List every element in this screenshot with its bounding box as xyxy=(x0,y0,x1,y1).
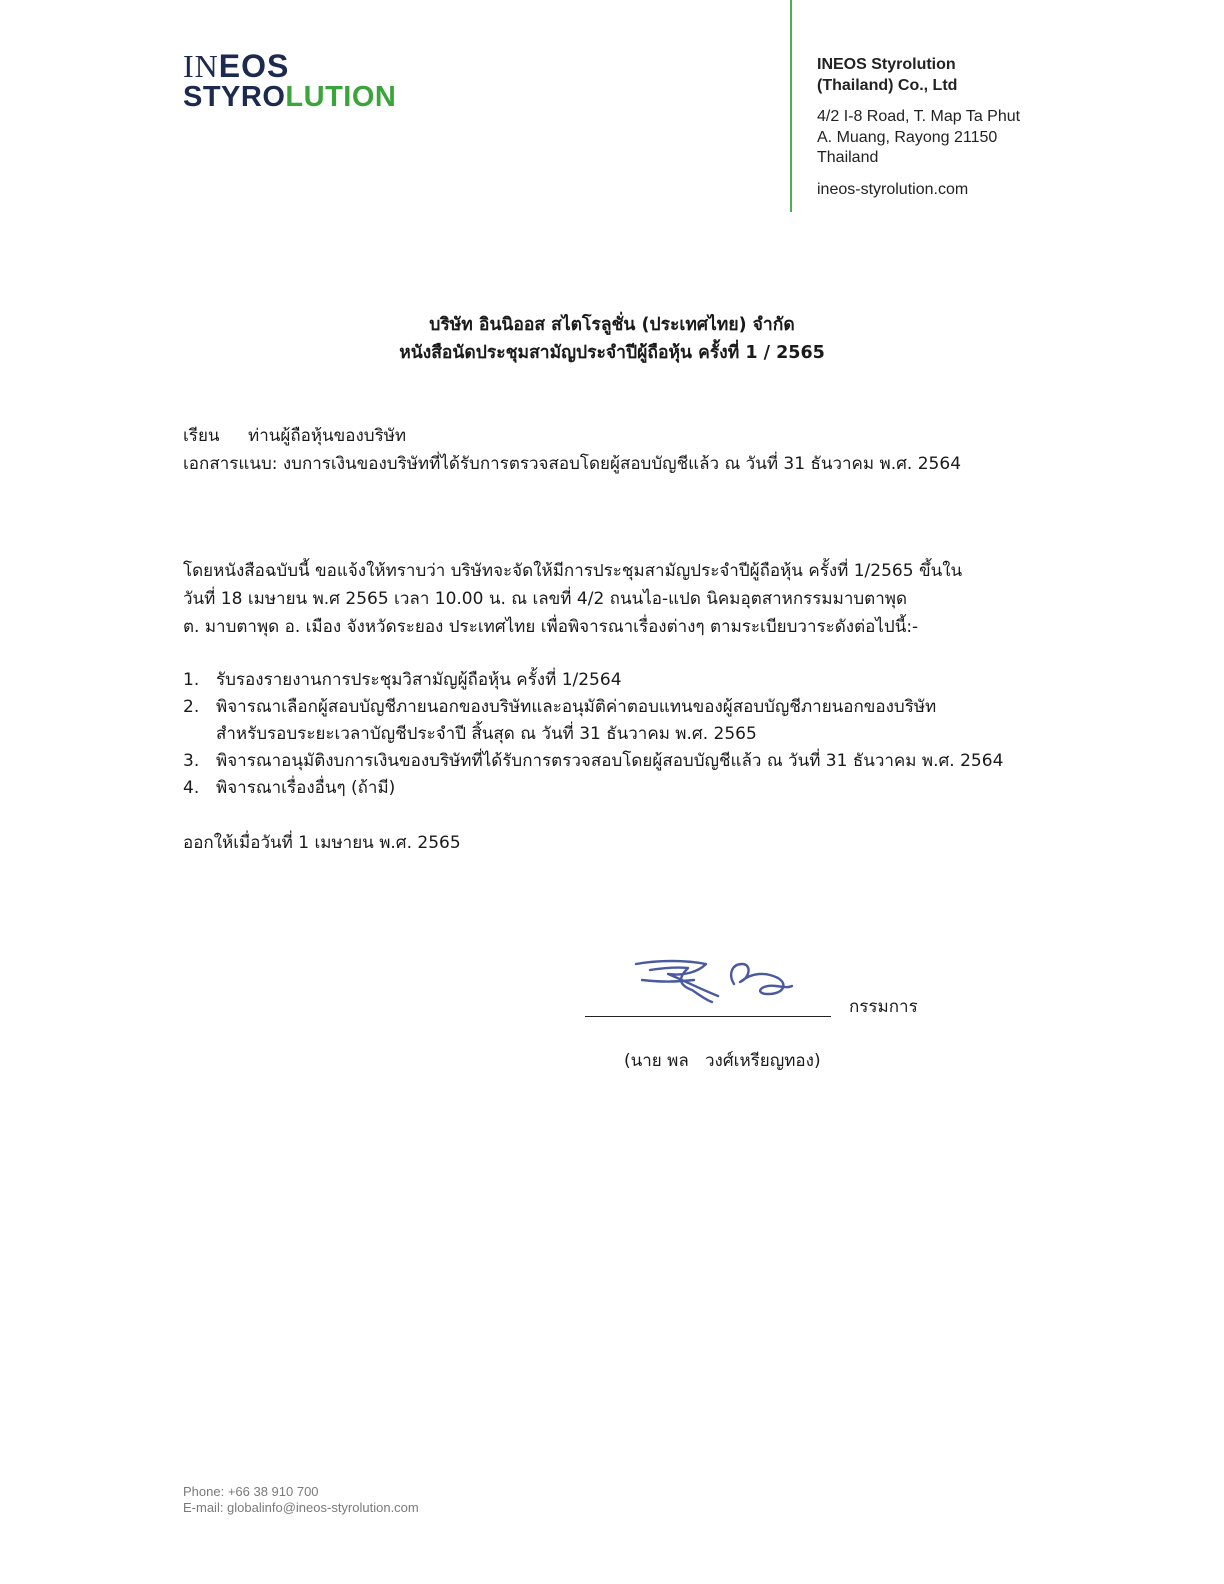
document-title xyxy=(0,311,1224,367)
agenda-number: 4. xyxy=(183,778,200,798)
title-company: บริษัท อินนิออส สไตโรลูชั่น (ประเทศไทย) จำกัด xyxy=(429,315,795,335)
notice-body xyxy=(183,557,1063,641)
logo-text-in: IN xyxy=(183,48,219,84)
title-meeting: หนังสือนัดประชุมสามัญประจำปีผู้ถือหุ้น ครั้งที่ 1 / 2565 xyxy=(399,343,825,363)
agenda-item xyxy=(183,694,1003,748)
issue-date: ออกให้เมื่อวันที่ 1 เมษายน พ.ศ. 2565 xyxy=(183,833,461,853)
ineos-styrolution-logo xyxy=(183,50,396,112)
agenda-item xyxy=(183,748,1003,775)
agenda-number: 3. xyxy=(183,751,200,771)
agenda-list xyxy=(183,667,1003,802)
agenda-item xyxy=(183,667,1003,694)
agenda-text: พิจารณาเลือกผู้สอบบัญชีภายนอกของบริษัทและอนุมัติค่าตอบแทนของผู้สอบบัญชีภายนอกของบริษัท xyxy=(216,697,937,717)
agenda-number: 2. xyxy=(183,697,200,717)
body-line: วันที่ 18 เมษายน พ.ศ 2565 เวลา 10.00 น. ณ เลขที่ 4/2 ถนนไอ-แปด นิคมอุตสาหกรรมมาบตาพุด xyxy=(183,589,907,609)
address-line: 4/2 I-8 Road, T. Map Ta Phut xyxy=(817,108,1021,125)
footer-phone: Phone: +66 38 910 700 xyxy=(183,1484,319,1499)
agenda-text: พิจารณาเรื่องอื่นๆ (ถ้ามี) xyxy=(216,778,396,798)
to-recipient: ท่านผู้ถือหุ้นของบริษัท xyxy=(248,426,407,446)
agenda-text-continued: สำหรับรอบระยะเวลาบัญชีประจำปี สิ้นสุด ณ วันที่ 31 ธันวาคม พ.ศ. 2565 xyxy=(216,724,757,744)
agenda-text: พิจารณาอนุมัติงบการเงินของบริษัทที่ได้รับการตรวจสอบโดยผู้สอบบัญชีแล้ว ณ วันที่ 31 ธันวาคม พ.ศ. 2564 xyxy=(216,751,1004,771)
salutation-block xyxy=(183,422,961,478)
body-line: โดยหนังสือฉบับนี้ ขอแจ้งให้ทราบว่า บริษัทจะจัดให้มีการประชุมสามัญประจำปีผู้ถือหุ้น ครั้งที่ 1/2565 ขึ้นใน xyxy=(183,561,963,581)
signature-line xyxy=(585,1016,831,1017)
company-name: INEOS Styrolution xyxy=(817,56,956,73)
header-divider xyxy=(790,0,792,212)
company-website: ineos-styrolution.com xyxy=(817,180,969,198)
logo-text-eos: EOS xyxy=(218,48,290,84)
address-line: Thailand xyxy=(817,149,879,166)
company-address-block xyxy=(817,54,1020,200)
address-line: A. Muang, Rayong 21150 xyxy=(817,128,998,146)
footer-email: E-mail: globalinfo@ineos-styrolution.com xyxy=(183,1499,419,1515)
agenda-item xyxy=(183,775,1003,802)
logo-text-styro: STYRO xyxy=(183,81,286,113)
logo-text-lution: LUTION xyxy=(285,81,397,113)
enclosure-line: เอกสารแนบ: งบการเงินของบริษัทที่ได้รับการตรวจสอบโดยผู้สอบบัญชีแล้ว ณ วันที่ 31 ธันวาคม พ.ศ. 2564 xyxy=(183,454,962,474)
to-label: เรียน xyxy=(183,426,220,446)
agenda-number: 1. xyxy=(183,670,200,690)
contact-footer xyxy=(183,1484,419,1515)
handwritten-signature xyxy=(628,950,798,1010)
body-line: ต. มาบตาพุด อ. เมือง จังหวัดระยอง ประเทศไทย เพื่อพิจารณาเรื่องต่างๆ ตามระเบียบวาระดังต่อไปนี้:- xyxy=(183,617,919,637)
agenda-text: รับรองรายงานการประชุมวิสามัญผู้ถือหุ้น ครั้งที่ 1/2564 xyxy=(216,670,622,690)
signatory-title: กรรมการ xyxy=(849,997,918,1017)
signatory-name: (นาย พล วงศ์เหรียญทอง) xyxy=(624,1051,821,1071)
company-name-suffix: (Thailand) Co., Ltd xyxy=(817,77,958,94)
